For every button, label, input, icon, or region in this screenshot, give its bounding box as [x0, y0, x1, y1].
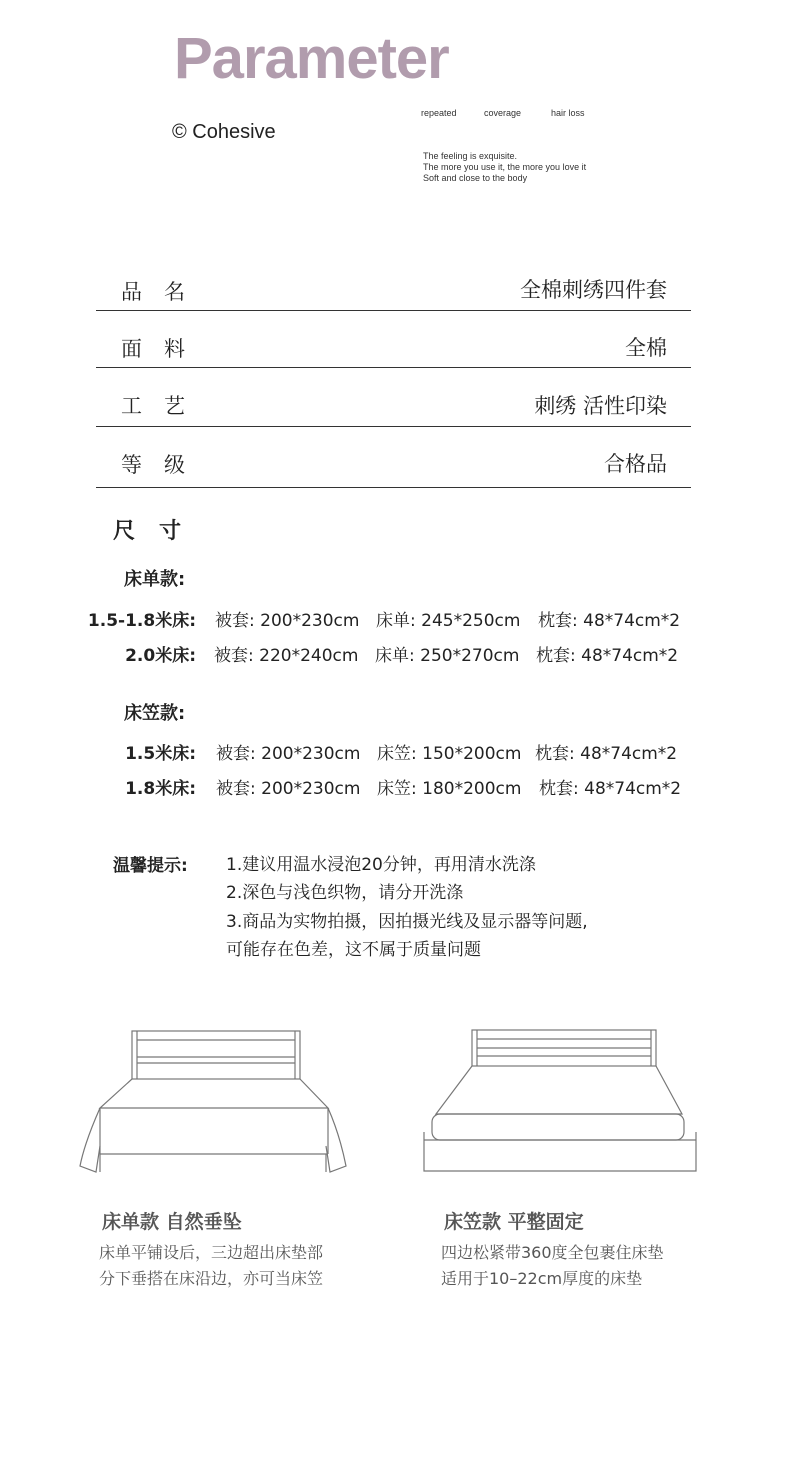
fitted-bed-caption	[441, 1240, 664, 1292]
caption-line: 分下垂搭在床沿边，亦可当床笠	[99, 1269, 324, 1288]
spec-duvet: 被套: 200*230cm	[215, 611, 360, 631]
spec-duvet: 被套: 200*230cm	[216, 779, 361, 799]
spec-bed-size: 1.5-1.8米床:	[87, 611, 196, 631]
spec-row	[0, 606, 790, 632]
slogan-line-3: Soft and close to the body	[423, 173, 528, 183]
spec-sheet: 床单: 245*250cm	[376, 611, 521, 631]
param-label: 等级	[121, 453, 207, 477]
tip-line: 1.建议用温水浸泡20分钟，再用清水洗涤	[226, 855, 536, 875]
fitted-sheet-title: 床笠款:	[124, 703, 186, 724]
spec-fitted: 床笠: 150*200cm	[377, 744, 522, 764]
param-label: 面料	[121, 337, 207, 361]
spec-pillowcase: 枕套: 48*74cm*2	[535, 744, 678, 764]
tips-label: 温馨提示:	[113, 856, 188, 876]
tag-repeated: repeated	[421, 108, 457, 118]
param-row-grade	[96, 427, 691, 488]
slogan-line-2: The more you use it, the more you love it	[423, 162, 587, 172]
spec-bed-size: 1.8米床:	[125, 779, 196, 799]
caption-line: 四边松紧带360度全包裹住床垫	[441, 1243, 664, 1262]
tag-coverage: coverage	[484, 108, 522, 118]
slogan-line-1: The feeling is exquisite.	[423, 151, 518, 161]
tip-line: 3.商品为实物拍摄，因拍摄光线及显示器等问题,	[226, 912, 588, 932]
param-row-name	[96, 268, 691, 311]
spec-row	[0, 774, 790, 800]
flat-sheet-bed-icon	[76, 1026, 352, 1178]
tag-hair-loss: hair loss	[551, 108, 585, 118]
spec-duvet: 被套: 220*240cm	[214, 646, 359, 666]
param-value: 全棉	[625, 336, 667, 360]
flat-bed-caption-title: 床单款 自然垂坠	[102, 1211, 242, 1233]
flat-sheet-title: 床单款:	[124, 569, 186, 590]
slogan	[423, 151, 586, 184]
caption-line: 床单平铺设后，三边超出床垫部	[99, 1243, 324, 1262]
spec-pillowcase: 枕套: 48*74cm*2	[539, 779, 682, 799]
spec-duvet: 被套: 200*230cm	[216, 744, 361, 764]
flat-bed-caption	[99, 1240, 323, 1292]
fitted-sheet-bed-icon	[418, 1026, 700, 1176]
spec-row	[0, 641, 790, 667]
param-value: 刺绣 活性印染	[534, 394, 667, 418]
brand-name: © Cohesive	[172, 121, 276, 143]
spec-row	[0, 739, 790, 765]
param-value: 合格品	[604, 452, 667, 476]
spec-bed-size: 2.0米床:	[125, 646, 196, 666]
param-label: 工艺	[121, 394, 207, 418]
spec-pillowcase: 枕套: 48*74cm*2	[538, 611, 681, 631]
size-title: 尺寸	[113, 519, 206, 544]
spec-sheet: 床单: 250*270cm	[375, 646, 520, 666]
param-row-craft	[96, 368, 691, 427]
fitted-bed-caption-title: 床笠款 平整固定	[444, 1211, 584, 1233]
param-row-fabric	[96, 311, 691, 368]
caption-line: 适用于10–22cm厚度的床垫	[441, 1269, 643, 1288]
spec-fitted: 床笠: 180*200cm	[377, 779, 522, 799]
tip-line: 可能存在色差，这不属于质量问题	[226, 940, 481, 960]
page-title: Parameter	[174, 26, 449, 91]
param-label: 品名	[121, 280, 207, 304]
tip-line: 2.深色与浅色织物，请分开洗涤	[226, 883, 464, 903]
param-value: 全棉刺绣四件套	[520, 278, 667, 302]
spec-pillowcase: 枕套: 48*74cm*2	[536, 646, 679, 666]
spec-bed-size: 1.5米床:	[125, 744, 196, 764]
